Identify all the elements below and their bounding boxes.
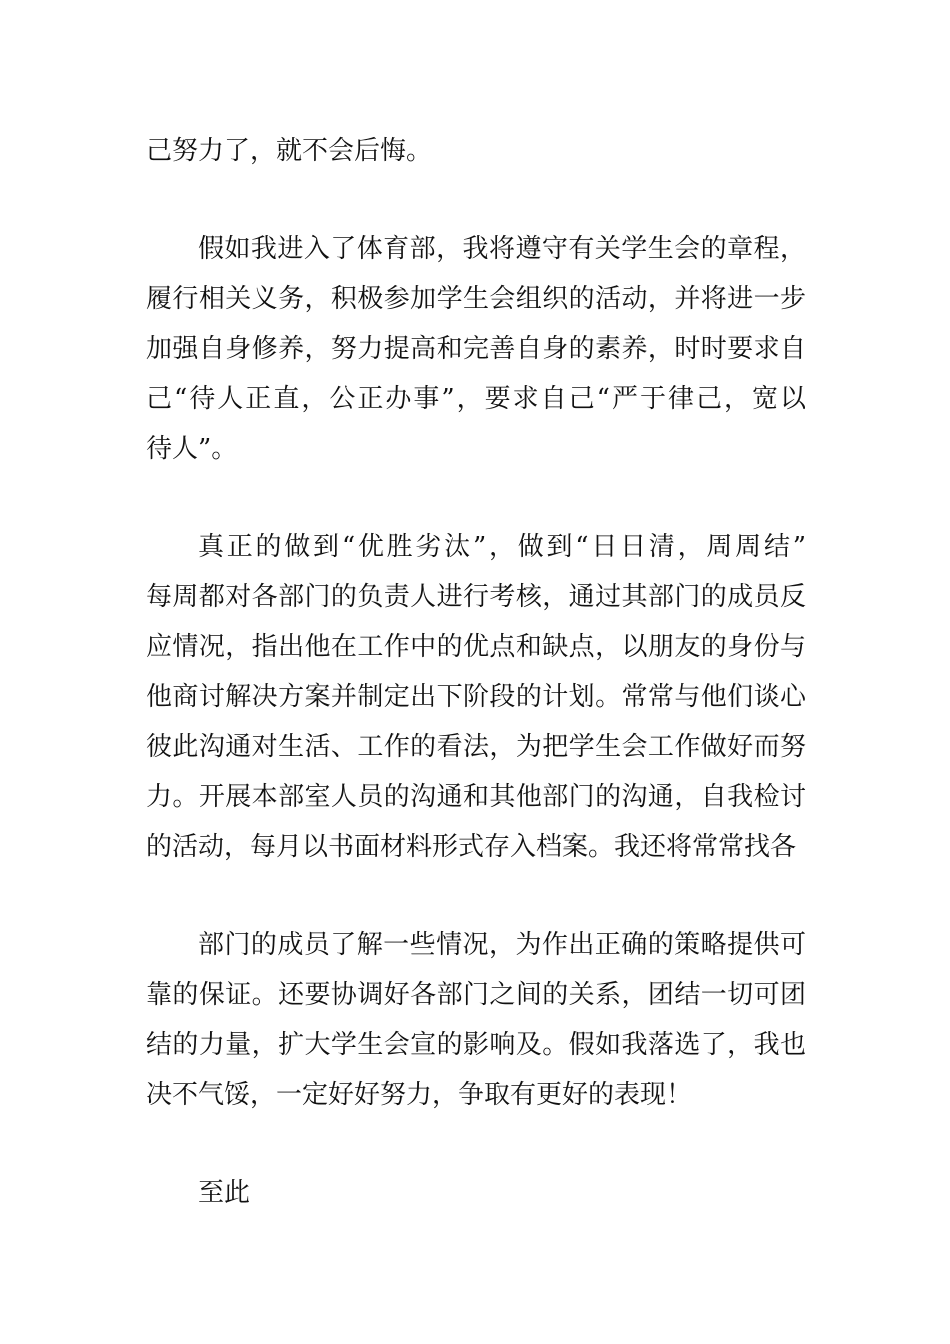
text-line: 部门的成员了解一些情况，为作出正确的策略提供可: [198, 930, 806, 960]
text-line: 真正的做到“优胜劣汰”，做到“日日清，周周结”: [198, 532, 806, 562]
text-line: 彼此沟通对生活、工作的看法，为把学生会工作做好而努: [146, 732, 806, 762]
text-line: 至此: [198, 1178, 251, 1208]
text-line: 履行相关义务，积极参加学生会组织的活动，并将进一步: [146, 284, 806, 314]
paragraph-sports-department: [146, 224, 806, 474]
text-line: 力。开展本部室人员的沟通和其他部门的沟通，自我检讨: [146, 782, 806, 812]
text-line: 决不气馁，一定好好努力，争取有更好的表现！: [146, 1080, 693, 1110]
paragraph-continuation: [146, 126, 806, 176]
text-line: 加强自身修养，努力提高和完善自身的素养，时时要求自: [146, 334, 806, 364]
text-line: 的活动，每月以书面材料形式存入档案。我还将常常找各: [146, 832, 797, 862]
text-line: 他商讨解决方案并制定出下阶段的计划。常常与他们谈心: [146, 682, 806, 712]
text-line: 靠的保证。还要协调好各部门之间的关系，团结一切可团: [146, 980, 806, 1010]
paragraph-closing: [146, 1168, 806, 1218]
text-line: 结的力量，扩大学生会宣的影响及。假如我落选了，我也: [146, 1030, 806, 1060]
text-line: 假如我进入了体育部，我将遵守有关学生会的章程，: [198, 234, 806, 264]
paragraph-coordination: [146, 920, 806, 1120]
text-line: 应情况，指出他在工作中的优点和缺点，以朋友的身份与: [146, 632, 806, 662]
paragraph-assessment: [146, 522, 806, 872]
text-line: 每周都对各部门的负责人进行考核，通过其部门的成员反: [146, 582, 806, 612]
text-line: 己努力了，就不会后悔。: [146, 136, 433, 166]
text-line: 待人”。: [146, 434, 238, 464]
text-line: 己“待人正直，公正办事”，要求自己“严于律己，宽以: [146, 384, 806, 414]
